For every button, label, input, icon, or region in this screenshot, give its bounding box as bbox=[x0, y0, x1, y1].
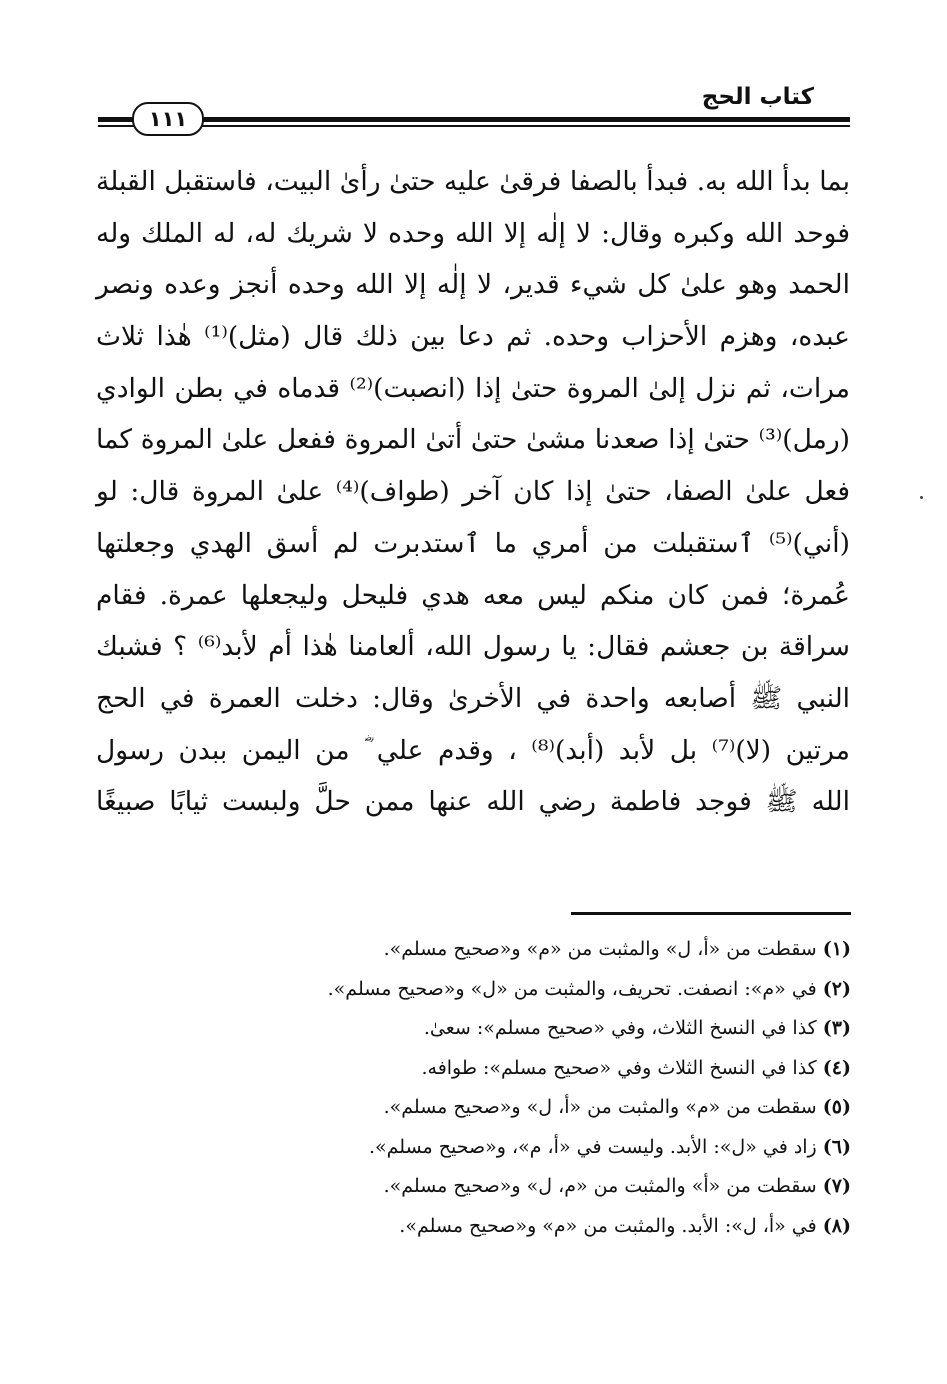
footnote-number: (٧) bbox=[822, 1175, 851, 1197]
footnotes bbox=[251, 930, 851, 1246]
text-line: فوحد الله وكبره وقال: لا إلٰه إلا الله وحده لا شريك له، له الملك وله bbox=[96, 217, 850, 249]
text-line: عبده، وهزم الأحزاب وحده. ثم دعا بين ذلك قال (مثل)⁽¹⁾ هٰذا ثلاث bbox=[96, 321, 850, 353]
footnote-number: (١) bbox=[822, 938, 851, 960]
footnote-text: كذا في النسخ الثلاث، وفي «صحيح مسلم»: سعىٰ. bbox=[423, 1017, 817, 1039]
footnote-text: في «أ، ل»: الأبد. والمثبت من «م» و«صحيح مسلم». bbox=[399, 1214, 817, 1237]
footnote-number: (٦) bbox=[822, 1135, 851, 1158]
text-line: مرات، ثم نزل إلىٰ المروة حتىٰ إذا (انصبت)⁽²⁾ قدماه في بطن الوادي bbox=[96, 372, 850, 404]
footnote-number: (٨) bbox=[822, 1214, 851, 1237]
text-line: (أني)⁽⁵⁾ ٱستقبلت من أمري ما ٱستدبرت لم أسق الهدي وجعلتها bbox=[96, 527, 850, 559]
footnote bbox=[251, 1207, 851, 1247]
footnote-number: (٤) bbox=[822, 1056, 851, 1079]
footnote-separator bbox=[571, 912, 851, 915]
footnote bbox=[251, 1049, 851, 1089]
text-line: مرتين (لا)⁽⁷⁾ بل لأبد (أبد)⁽⁸⁾ ، وقدم علي ؓ من اليمن ببدن رسول bbox=[96, 734, 850, 766]
footnote bbox=[251, 930, 851, 970]
footnote-text: سقطت من «أ، ل» والمثبت من «م» و«صحيح مسلم». bbox=[383, 938, 817, 960]
text-line: النبي ﷺ أصابعه واحدة في الأخرىٰ وقال: دخلت العمرة في الحج bbox=[96, 682, 850, 714]
main-text bbox=[96, 156, 850, 828]
stray-dot bbox=[920, 496, 923, 499]
header-rule bbox=[98, 125, 134, 127]
footnote-text: سقطت من «م» والمثبت من «أ، ل» و«صحيح مسلم». bbox=[383, 1096, 817, 1118]
footnote bbox=[251, 1009, 851, 1049]
text-line: (رمل)⁽³⁾ حتىٰ إذا صعدنا مشىٰ حتىٰ أتىٰ المروة ففعل علىٰ المروة كما bbox=[96, 424, 850, 456]
header-rule bbox=[200, 125, 850, 127]
running-header bbox=[98, 78, 850, 138]
footnote bbox=[251, 1167, 851, 1207]
chapter-title: كتاب الحج bbox=[701, 84, 814, 110]
footnote-number: (٥) bbox=[822, 1096, 851, 1118]
header-rule bbox=[98, 117, 134, 122]
footnote bbox=[251, 1128, 851, 1168]
footnote-text: زاد في «ل»: الأبد. وليست في «أ، م»، و«صحيح مسلم». bbox=[368, 1135, 817, 1158]
footnote bbox=[251, 970, 851, 1010]
text-line: عُمرة؛ فمن كان منكم ليس معه هدي فليحل وليجعلها عمرة. فقام bbox=[96, 579, 850, 611]
footnote-number: (٢) bbox=[822, 977, 851, 1000]
text-line: الله ﷺ فوجد فاطمة رضي الله عنها ممن حلَّ ولبست ثيابًا صبيغًا bbox=[96, 786, 850, 818]
footnote bbox=[251, 1088, 851, 1128]
header-rule bbox=[200, 117, 850, 122]
footnote-text: سقطت من «أ» والمثبت من «م، ل» و«صحيح مسلم». bbox=[383, 1175, 817, 1197]
footnote-number: (٣) bbox=[822, 1017, 851, 1039]
text-line: سراقة بن جعشم فقال: يا رسول الله، ألعامنا هٰذا أم لأبد⁽⁶⁾ ؟ فشبك bbox=[96, 631, 850, 663]
footnote-text: في «م»: انصفت. تحريف، والمثبت من «ل» و«صحيح مسلم». bbox=[327, 977, 817, 1000]
page-number: ١١١ bbox=[132, 102, 204, 136]
text-line: الحمد وهو علىٰ كل شيء قدير، لا إلٰه إلا الله وحده أنجز وعده ونصر bbox=[96, 269, 850, 301]
text-line: بما بدأ الله به. فبدأ بالصفا فرقىٰ عليه حتىٰ رأىٰ البيت، فاستقبل القبلة bbox=[96, 166, 850, 197]
footnote-text: كذا في النسخ الثلاث وفي «صحيح مسلم»: طوافه. bbox=[421, 1056, 817, 1079]
text-line: فعل علىٰ الصفا، حتىٰ إذا كان آخر (طواف)⁽⁴⁾ علىٰ المروة قال: لو bbox=[96, 476, 851, 508]
